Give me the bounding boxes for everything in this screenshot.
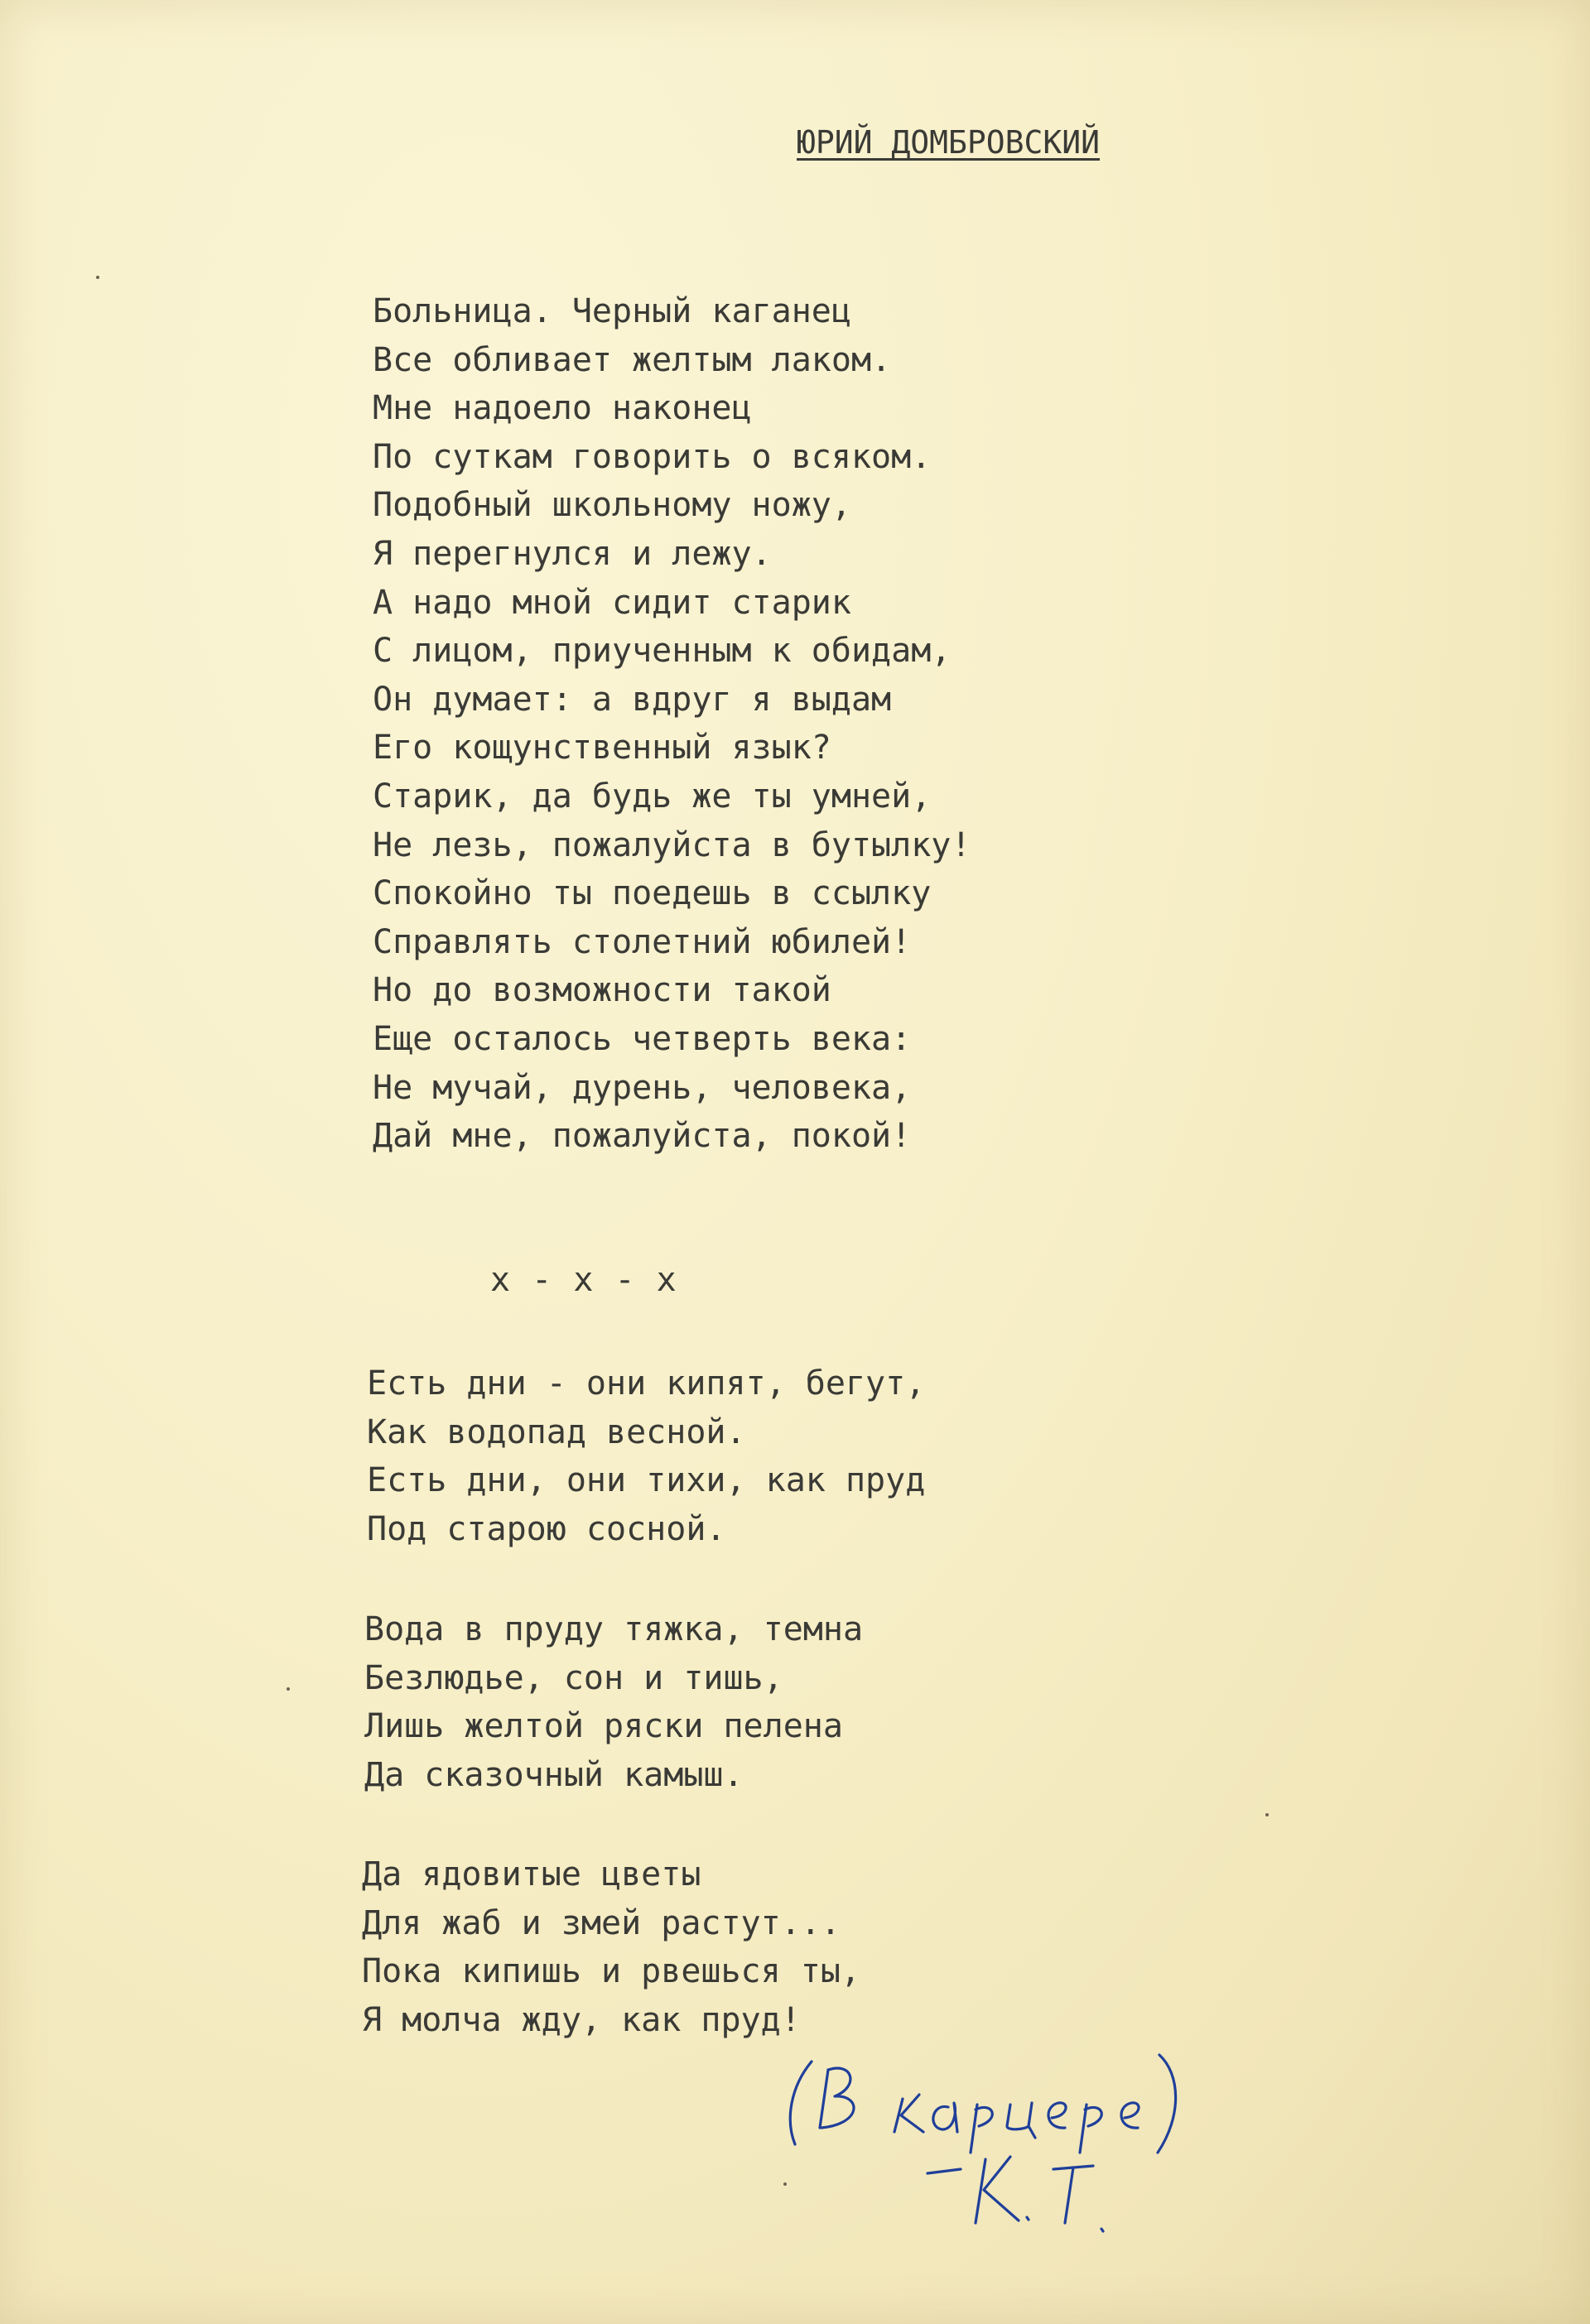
poem-line: Старик, да будь же ты умней, [373, 777, 932, 816]
poem-line: Справлять столетний юбилей! [373, 922, 912, 961]
poem-line: Но до возможности такой [373, 971, 831, 1010]
poem-line: Есть дни - они кипят, бегут, [367, 1364, 926, 1403]
poem-line: Не лезь, пожалуйста в бутылку! [373, 825, 971, 864]
paper-speck [1265, 1813, 1269, 1816]
poem-line: Я перегнулся и лежу. [373, 534, 772, 573]
poem-line: Как водопад весной. [367, 1412, 746, 1451]
poem-line: Дай мне, пожалуйста, покой! [373, 1117, 912, 1156]
poem-stanza [362, 1850, 860, 2044]
poem-line: Пока кипишь и рвешься ты, [362, 1952, 861, 1991]
poem-line: Подобный школьному ножу, [373, 486, 851, 525]
poem-stanza [364, 1605, 863, 1799]
poem-line: Спокойно ты поедешь в ссылку [373, 874, 932, 913]
poem-hospital [373, 287, 971, 1161]
poem-line: А надо мной сидит старик [373, 583, 851, 622]
poem-line: Все обливает желтым лаком. [373, 340, 892, 379]
poem-line: Есть дни, они тихи, как пруд [367, 1461, 926, 1500]
paper-speck [287, 1687, 290, 1691]
handwritten-note [762, 2037, 1292, 2252]
poem-line: Не мучай, дурень, человека, [373, 1068, 912, 1107]
poem-line: Да сказочный камыш. [364, 1755, 744, 1794]
poem-line: Я молча жду, как пруд! [362, 2000, 801, 2039]
poem-line: Вода в пруду тяжка, темна [364, 1610, 864, 1648]
poem-line: Для жаб и змей растут... [362, 1903, 841, 1942]
section-divider: x - x - x [490, 1261, 677, 1299]
poem-line: Лишь желтой ряски пелена [364, 1707, 843, 1746]
poem-line: Безлюдье, сон и тишь, [364, 1658, 783, 1697]
poem-line: Да ядовитые цветы [362, 1855, 701, 1893]
poem-line: Под старою сосной. [367, 1509, 726, 1548]
poem-line: Мне надоело наконец [373, 389, 752, 428]
poem-line: По суткам говорить о всяком. [373, 437, 932, 476]
poem-line: С лицом, приученным к обидам, [373, 632, 952, 671]
poem-line: Он думает: а вдруг я выдам [373, 680, 892, 719]
poem-stanza [367, 1359, 925, 1553]
poem-line: Его кощунственный язык? [373, 729, 831, 767]
paper-speck [783, 2182, 787, 2186]
poem-line: Больница. Черный каганец [373, 292, 851, 330]
paper-speck [96, 276, 99, 279]
author-heading: ЮРИЙ ДОМБРОВСКИЙ [797, 124, 1101, 161]
poem-line: Еще осталось четверть века: [373, 1019, 912, 1058]
